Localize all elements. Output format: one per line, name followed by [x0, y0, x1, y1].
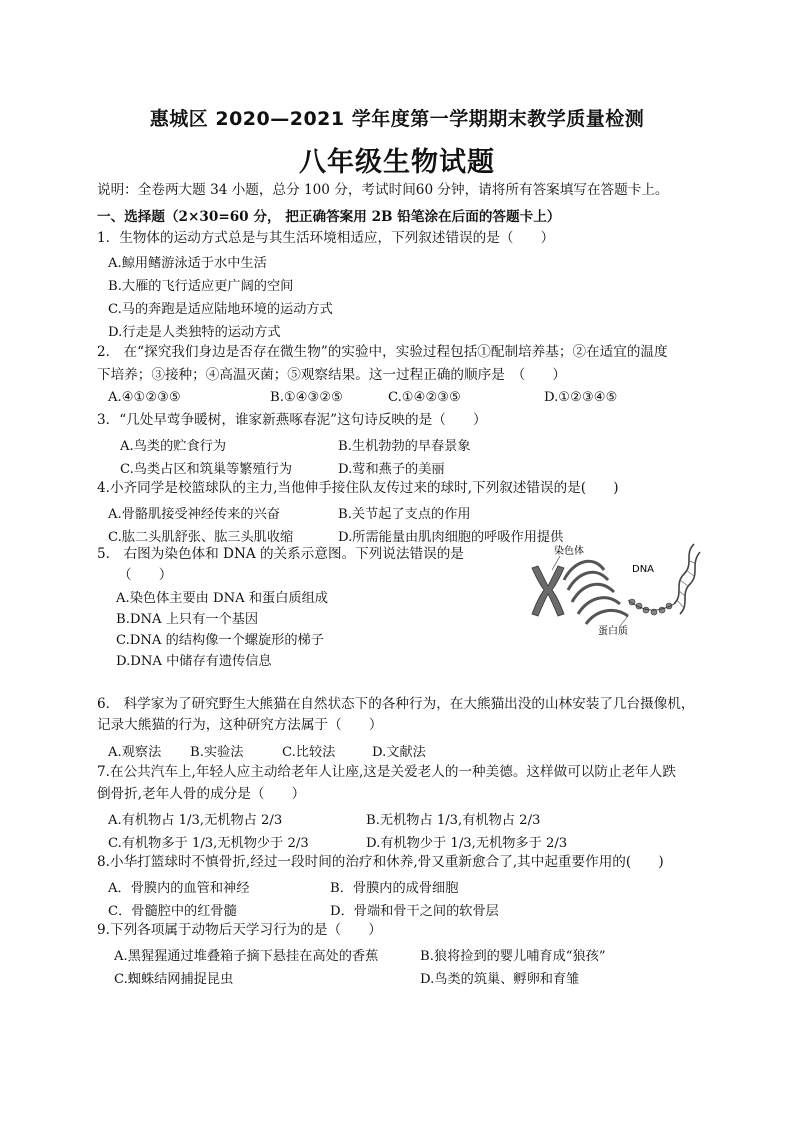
q4-option-a: A.骨骼肌接受神经传来的兴奋: [108, 507, 280, 522]
label-chromosome: 染色体: [554, 546, 584, 557]
question-6: 6． 科学家为了研究野生大熊猫在自然状态下的各种行为，在大熊猫出没的山林安装了几台摄像机，: [97, 696, 695, 712]
q8-option-d: D．骨端和骨干之间的软骨层: [330, 904, 499, 919]
q1-option-d: D.行走是人类独特的运动方式: [108, 325, 281, 340]
q7-option-b: B.无机物占 1/3,有机物占 2/3: [366, 813, 541, 828]
q9-option-d: D.鸟类的筑巢、孵卵和育雏: [420, 972, 580, 987]
q5-option-a: A.染色体主要由 DNA 和蛋白质组成: [116, 591, 328, 606]
question-8: 8.小华打篮球时不慎骨折,经过一段时间的治疗和休养,骨又重新愈合了,其中起重要作用的( ): [97, 854, 664, 870]
question-1: 1．生物体的运动方式总是与其生活环境相适应，下列叙述错误的是（ ）: [97, 230, 555, 246]
question-7: 7.在公共汽车上,年轻人应主动给老年人让座,这是关爱老人的一种美德。这样做可以防止老年人跌: [97, 764, 676, 780]
question-2-line2: 下培养；③接种；④高温灭菌；⑤观察结果。这一过程正确的顺序是 （ ）: [97, 367, 566, 383]
q3-option-d: D.莺和燕子的美丽: [338, 462, 445, 477]
q9-option-b: B.狼将捡到的婴儿哺育成“狼孩”: [420, 949, 606, 964]
q2-option-d: D.①②③④⑤: [544, 390, 618, 405]
q9-option-a: A.黑猩猩通过堆叠箱子摘下悬挂在高处的香蕉: [114, 949, 379, 964]
q8-option-a: A．骨膜内的血管和神经: [108, 881, 250, 896]
q4-option-b: B.关节起了支点的作用: [338, 507, 471, 522]
q3-option-c: C.鸟类占区和筑巢等繁殖行为: [120, 462, 293, 477]
label-protein: 蛋白质: [598, 626, 628, 637]
label-dna: DNA: [632, 564, 655, 575]
q2-option-c: C.①④②③⑤: [388, 390, 461, 405]
q7-option-d: D.有机物少于 1/3,无机物多于 2/3: [366, 836, 568, 851]
q3-option-a: A.鸟类的贮食行为: [120, 439, 227, 454]
q6-option-c: C.比较法: [282, 745, 336, 760]
q8-option-b: B．骨膜内的成骨细胞: [330, 881, 459, 896]
section-heading: 一、选择题（2×30=60 分， 把正确答案用 2B 铅笔涂在后面的答题卡上）: [97, 209, 561, 225]
question-5-line2: （ ）: [118, 567, 173, 583]
q2-option-b: B.①④③②⑤: [270, 390, 343, 405]
question-5: 5． 右图为染色体和 DNA 的关系示意图。下列说法错误的是: [97, 546, 464, 562]
question-2: 2． 在“探究我们身边是否存在微生物”的实验中，实验过程包括①配制培养基；②在适宜的温度: [97, 344, 668, 360]
q3-option-b: B.生机勃勃的早春景象: [338, 439, 471, 454]
q2-option-a: A.④①②③⑤: [108, 390, 181, 405]
instructions: 说明：全卷两大题 34 小题，总分 100 分，考试时间60 分钟，请将所有答案填写在答题卡上。: [97, 182, 669, 198]
question-9: 9.下列各项属于动物后天学习行为的是（ ）: [97, 922, 382, 938]
q1-option-a: A.鲸用鳍游泳适于水中生活: [108, 256, 267, 271]
question-6-line2: 记录大熊猫的行为，这种研究方法属于（ ）: [97, 717, 383, 733]
question-3: 3．“几处早莺争暖树，谁家新燕啄春泥”这句诗反映的是（ ）: [97, 412, 487, 428]
q6-option-a: A.观察法: [108, 745, 162, 760]
q1-option-b: B.大雁的飞行适应更广阔的空间: [108, 279, 294, 294]
q7-option-c: C.有机物多于 1/3,无机物少于 2/3: [108, 836, 309, 851]
chromosome-dna-figure: [524, 540, 710, 640]
q4-option-c: C.肱二头肌舒张、肱三头肌收缩: [108, 530, 294, 545]
q5-option-c: C.DNA 的结构像一个螺旋形的梯子: [116, 633, 324, 648]
question-4: 4.小齐同学是校篮球队的主力,当他伸手接住队友传过来的球时,下列叙述错误的是( ): [97, 480, 619, 496]
q8-option-c: C．骨髓腔中的红骨髓: [108, 904, 237, 919]
question-7-line2: 倒骨折,老年人骨的成分是（ ）: [97, 786, 306, 802]
q7-option-a: A.有机物占 1/3,无机物占 2/3: [108, 813, 283, 828]
q9-option-c: C.蜘蛛结网捕捉昆虫: [114, 972, 234, 987]
q5-option-d: D.DNA 中储存有遗传信息: [116, 654, 272, 669]
q1-option-c: C.马的奔跑是适应陆地环境的运动方式: [108, 302, 333, 317]
q5-option-b: B.DNA 上只有一个基因: [116, 612, 259, 627]
exam-subtitle: 八年级生物试题: [299, 147, 495, 178]
exam-title: 惠城区 2020—2021 学年度第一学期期末教学质量检测: [149, 108, 645, 130]
q6-option-d: D.文献法: [372, 745, 426, 760]
q4-option-d: D.所需能量由肌肉细胞的呼吸作用提供: [338, 530, 564, 545]
q6-option-b: B.实验法: [190, 745, 244, 760]
